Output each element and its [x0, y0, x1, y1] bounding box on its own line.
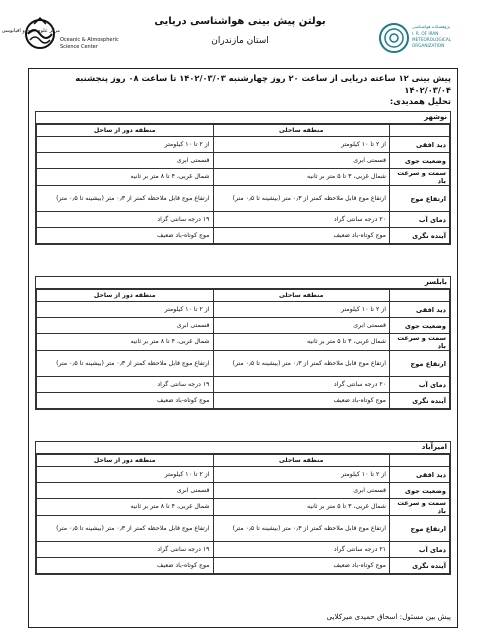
coastal-cell: شمال غربی، ۳ تا ۵ متر بر ثانیه	[213, 499, 390, 516]
coastal-cell: شمال غربی، ۳ تا ۵ متر بر ثانیه	[213, 334, 390, 351]
offshore-cell: قسمتی ابری	[37, 318, 214, 334]
row-label: دید افقی	[390, 302, 450, 318]
coastal-cell: قسمتی ابری	[213, 153, 390, 169]
offshore-cell: موج کوتاه-باد ضعیف	[37, 393, 214, 409]
offshore-cell: شمال غربی، ۴ تا ۸ متر بر ثانیه	[37, 169, 214, 186]
row-label: سمت و سرعت باد	[390, 334, 450, 351]
row-label: سمت و سرعت باد	[390, 169, 450, 186]
offshore-cell: ۱۹ درجه سانتی گراد	[37, 377, 214, 393]
offshore-cell: ۱۹ درجه سانتی گراد	[37, 212, 214, 228]
row-label: سمت و سرعت باد	[390, 499, 450, 516]
synoptic-analysis-label: تحلیل همدیدی:	[389, 96, 451, 106]
coastal-cell: ارتفاع موج قابل ملاحظه کمتر از ۰٫۳ متر (بیشینه تا ۰٫۵ متر)	[213, 186, 390, 212]
bulletin-header	[1, 10, 456, 66]
station-table	[36, 454, 450, 574]
row-label: ارتفاع موج	[390, 351, 450, 377]
coastal-cell: شمال غربی، ۳ تا ۵ متر بر ثانیه	[213, 169, 390, 186]
offshore-cell: از ۲ تا ۱۰ کیلومتر	[37, 467, 214, 483]
station-table	[36, 124, 450, 244]
offshore-cell: شمال غربی، ۴ تا ۸ متر بر ثانیه	[37, 334, 214, 351]
station-name: نوشهر	[36, 112, 450, 124]
station-name: امیرآباد	[36, 442, 450, 454]
offshore-header: منطقه دور از ساحل	[37, 290, 214, 302]
row-label: وضعیت جوی	[390, 153, 450, 169]
station-block-babolsar	[35, 276, 451, 410]
station-block-noshahr	[35, 111, 451, 245]
offshore-cell: ارتفاع موج قابل ملاحظه کمتر از ۰٫۳ متر (بیشینه تا ۰٫۵ متر)	[37, 351, 214, 377]
offshore-cell: ۱۹ درجه سانتی گراد	[37, 542, 214, 558]
coastal-cell: از ۲ تا ۱۰ کیلومتر	[213, 137, 390, 153]
offshore-cell: موج کوتاه-باد ضعیف	[37, 558, 214, 574]
coastal-cell: قسمتی ابری	[213, 483, 390, 499]
logo-left-en1: Oceanic & Atmospheric	[60, 37, 119, 43]
offshore-header: منطقه دور از ساحل	[37, 125, 214, 137]
coastal-cell: ۲۰ درجه سانتی گراد	[213, 212, 390, 228]
coastal-cell: موج کوتاه-باد ضعیف	[213, 558, 390, 574]
logo-right-en2: METEOROLOGICAL	[412, 37, 452, 42]
logo-left-fa: مرکز علوم جوی و اقیانوسی	[1, 28, 60, 34]
coastal-header: منطقه ساحلی	[213, 455, 390, 467]
row-label: ارتفاع موج	[390, 186, 450, 212]
coastal-cell: از ۲ تا ۱۰ کیلومتر	[213, 302, 390, 318]
bulletin-page	[1, 10, 456, 626]
row-label-header	[390, 290, 450, 302]
row-label: آینده نگری	[390, 558, 450, 574]
coastal-cell: از ۲ تا ۱۰ کیلومتر	[213, 467, 390, 483]
coastal-cell: ارتفاع موج قابل ملاحظه کمتر از ۰٫۳ متر (بیشینه تا ۰٫۵ متر)	[213, 516, 390, 542]
row-label-header	[390, 455, 450, 467]
offshore-cell: از ۲ تا ۱۰ کیلومتر	[37, 302, 214, 318]
offshore-cell: قسمتی ابری	[37, 153, 214, 169]
row-label: ارتفاع موج	[390, 516, 450, 542]
logo-right-en1: I. R. OF IRAN	[412, 31, 439, 36]
meteorological-organization-logo	[376, 14, 456, 62]
coastal-cell: موج کوتاه-باد ضعیف	[213, 393, 390, 409]
coastal-cell: ۲۰ درجه سانتی گراد	[213, 377, 390, 393]
station-table	[36, 289, 450, 409]
row-label: دمای آب	[390, 212, 450, 228]
row-label: دید افقی	[390, 467, 450, 483]
logo-left-en2: Science Center	[60, 44, 98, 50]
row-label-header	[390, 125, 450, 137]
offshore-header: منطقه دور از ساحل	[37, 455, 214, 467]
offshore-cell: ارتفاع موج قابل ملاحظه کمتر از ۰٫۳ متر (بیشینه تا ۰٫۵ متر)	[37, 516, 214, 542]
offshore-cell: از ۲ تا ۱۰ کیلومتر	[37, 137, 214, 153]
responsible-forecaster: پیش بین مسئول: اسحاق حمیدی میرکلایی	[326, 612, 451, 621]
row-label: آینده نگری	[390, 228, 450, 244]
row-label: دمای آب	[390, 542, 450, 558]
station-block-amirabad	[35, 441, 451, 575]
row-label: آینده نگری	[390, 393, 450, 409]
page-subtitle: استان مازندران	[211, 36, 269, 46]
row-label: وضعیت جوی	[390, 483, 450, 499]
forecast-frame	[28, 68, 458, 628]
row-label: وضعیت جوی	[390, 318, 450, 334]
coastal-header: منطقه ساحلی	[213, 290, 390, 302]
coastal-cell: قسمتی ابری	[213, 318, 390, 334]
coastal-header: منطقه ساحلی	[213, 125, 390, 137]
row-label: دمای آب	[390, 377, 450, 393]
coastal-cell: موج کوتاه-باد ضعیف	[213, 228, 390, 244]
logo-right-en3: ORGANIZATION	[412, 43, 445, 48]
station-name: بابلسر	[36, 277, 450, 289]
forecast-title: پیش بینی ۱۲ ساعته دریایی از ساعت ۲۰ روز چهارشنبه ۱۴۰۲/۰۳/۰۳ تا ساعت ۰۸ روز پنجشنبه ۱۴۰۲/۰۳/۰۴	[75, 73, 451, 95]
offshore-cell: قسمتی ابری	[37, 483, 214, 499]
coastal-cell: ارتفاع موج قابل ملاحظه کمتر از ۰٫۳ متر (بیشینه تا ۰٫۵ متر)	[213, 351, 390, 377]
row-label: دید افقی	[390, 137, 450, 153]
offshore-cell: موج کوتاه-باد ضعیف	[37, 228, 214, 244]
offshore-cell: ارتفاع موج قابل ملاحظه کمتر از ۰٫۳ متر (بیشینه تا ۰٫۵ متر)	[37, 186, 214, 212]
page-title: بولتن پیش بینی هواشناسی دریایی	[154, 16, 326, 27]
offshore-cell: شمال غربی، ۴ تا ۸ متر بر ثانیه	[37, 499, 214, 516]
logo-right-fa: پژوهشکده هواشناسی	[412, 24, 451, 29]
coastal-cell: ۲۱ درجه سانتی گراد	[213, 542, 390, 558]
